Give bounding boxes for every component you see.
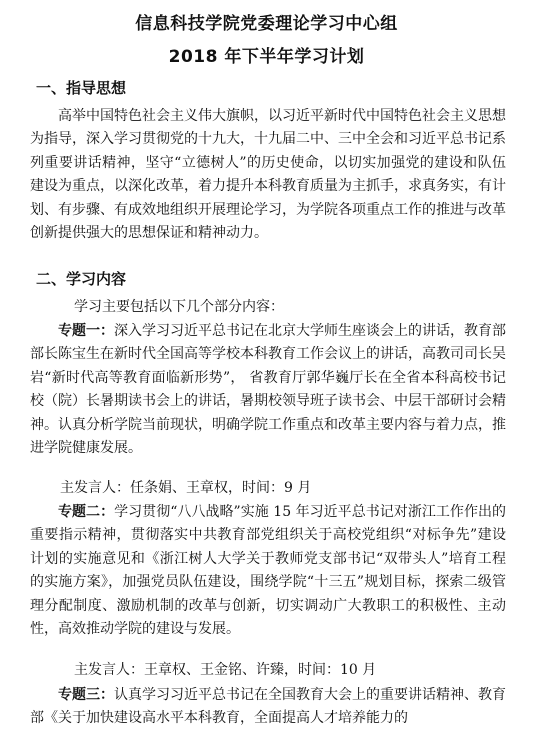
topic-three-body: 认真学习习近平总书记在全国教育大会上的重要讲话精神、教育部《关于加快建设高水平本科教育，全面提高人才培养能力的 [30,687,506,727]
document-title: 信息科技学院党委理论学习中心组 [135,14,398,34]
topic-three-label: 专题三： [58,687,114,703]
topic-two-label: 专题二： [58,504,115,520]
topic-two-speakers: 主发言人：王章权、王金铭、许臻，时间：10 月 [74,662,377,678]
topic-one-paragraph [30,320,506,460]
study-content-intro: 学习主要包括以下几个部分内容： [74,299,284,315]
topic-two-paragraph [30,501,506,641]
topic-one-label: 专题一： [58,323,114,339]
document-subtitle: 2018 年下半年学习计划 [168,47,365,67]
topic-one-speakers: 主发言人：任条娟、王章权，时间：9 月 [60,480,312,496]
section-heading-study-content: 二、学习内容 [36,270,127,288]
topic-three-paragraph [30,684,506,731]
section-heading-guiding-ideology: 一、指导思想 [36,79,127,97]
topic-two-body: 学习贯彻“八八战略”实施 15 年习近平总书记对浙江工作作出的重要指示精神，贯彻落实中共教育部党组织关于高校党组织“对标争先”建设计划的实施意见和《浙江树人大学关于教师党支部书记“双带头人”培育工程的实施方案》，加强党员队伍建设，围绕学院“十三五”规划目标，探索二级管理分配制度、激励机制的改革与创新，切实调动广大教职工的积极性、主动性，高效推动学院的建设与发展。 [30,504,507,638]
section-body-guiding-ideology: 高举中国特色社会主义伟大旗帜，以习近平新时代中国特色社会主义思想为指导，深入学习贯彻党的十九大，十九届二中、三中全会和习近平总书记系列重要讲话精神，坚守“立德树人”的历史使命，以切实加强党的建设和队伍建设为重点，以深化改革，着力提升本科教育质量为主抓手，求真务实，有计划、有步骤、有成效地组织开展理论学习，为学院各项重点工作的推进与改革创新提供强大的思想保证和精神动力。 [30,108,506,242]
topic-one-body: 深入学习习近平总书记在北京大学师生座谈会上的讲话，教育部部长陈宝生在新时代全国高等学校本科教育工作会议上的讲话，高教司司长吴岩“新时代高等教育面临新形势”， 省教育厅郭华巍厅长在全省本科高校书记校（院）长暑期读书会上的讲话，暑期校领导班子读书会、中层干部研讨会精神。认真分析学院当前现状，明确学院工作重点和改革主要内容与着力点，推进学院健康发展。 [30,323,506,457]
